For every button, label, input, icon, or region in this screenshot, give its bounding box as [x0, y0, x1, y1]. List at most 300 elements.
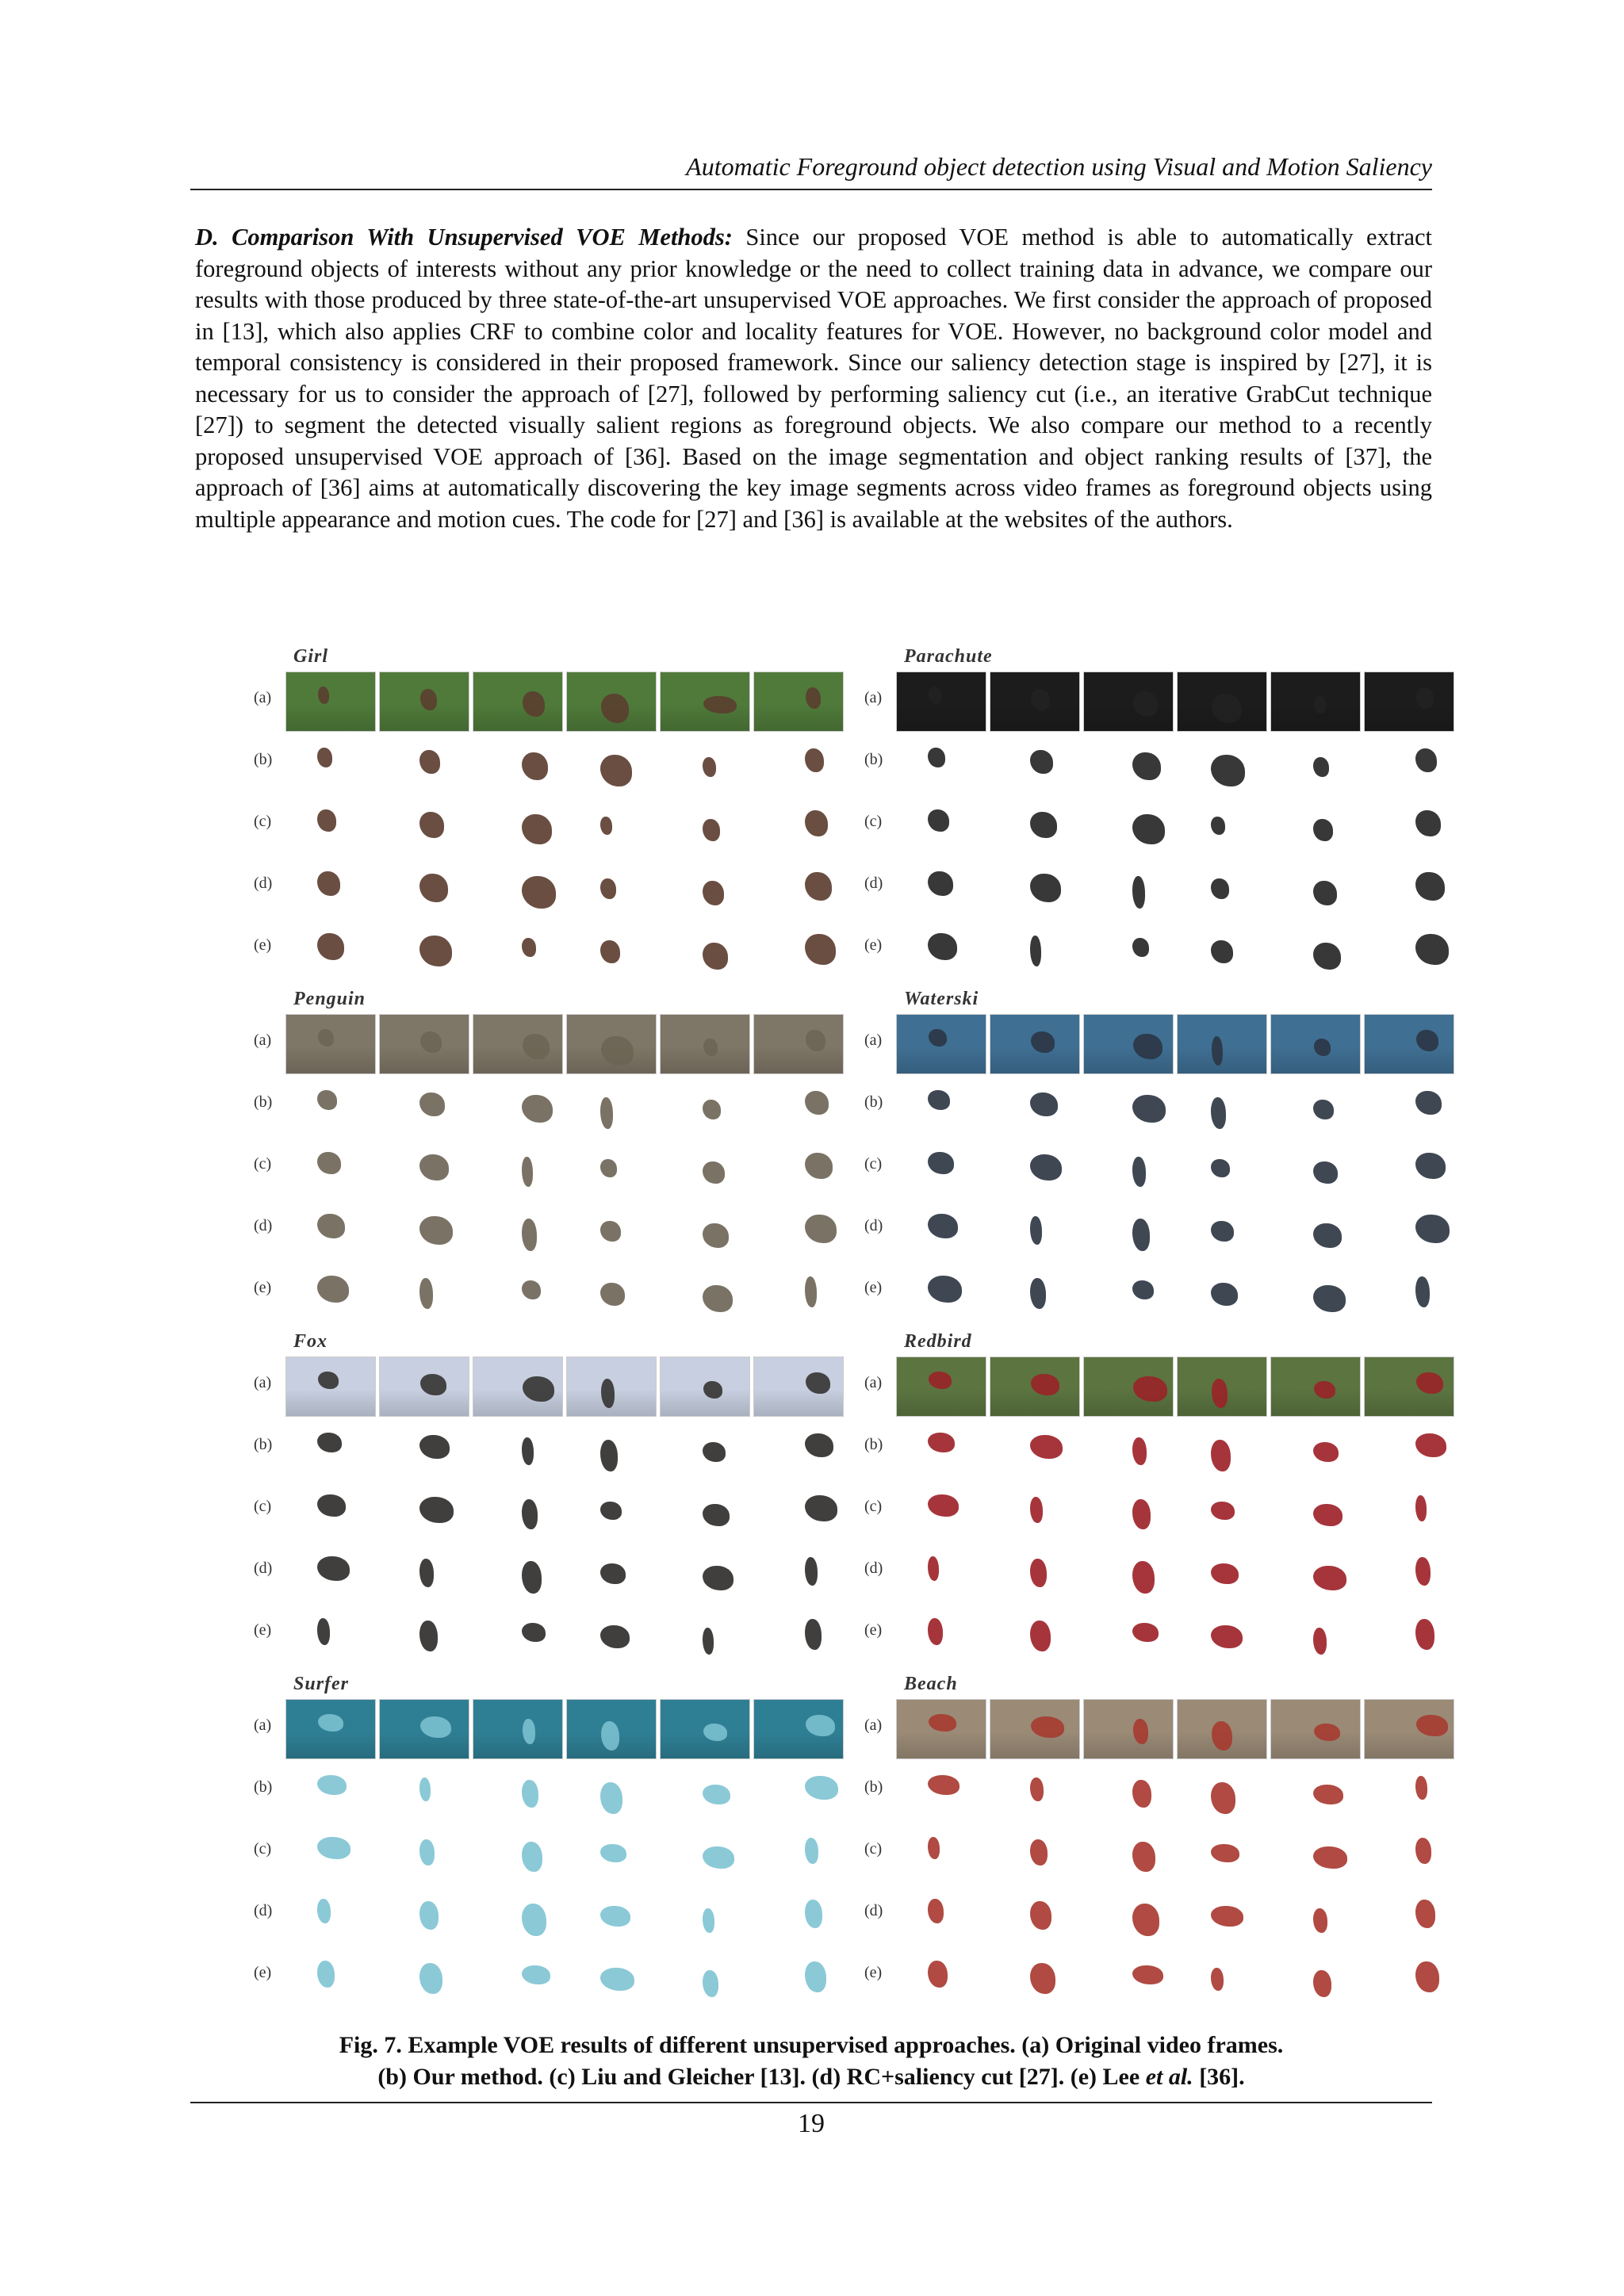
object-silhouette	[1132, 1904, 1159, 1936]
segmentation-result	[1270, 1604, 1359, 1663]
row-label: (d)	[864, 1559, 883, 1577]
object-silhouette	[1132, 814, 1165, 844]
object-silhouette	[419, 874, 448, 902]
segmentation-result	[1364, 795, 1453, 854]
row-label: (a)	[864, 1374, 883, 1391]
segmentation-result	[1270, 1480, 1359, 1539]
object-silhouette	[1211, 1283, 1238, 1306]
segmentation-result	[285, 1946, 374, 2005]
object-silhouette	[1314, 1039, 1331, 1056]
segmentation-result	[990, 1138, 1078, 1196]
video-frame	[1177, 672, 1267, 732]
segmentation-result	[379, 1076, 468, 1135]
figure-7	[238, 646, 1459, 2018]
header-rule	[190, 189, 1432, 190]
object-silhouette	[420, 1716, 451, 1738]
segmentation-result	[566, 1480, 655, 1539]
segmentation-result	[753, 1823, 842, 1881]
object-silhouette	[523, 1034, 550, 1059]
object-silhouette	[1313, 881, 1337, 905]
object-silhouette	[1314, 1381, 1335, 1399]
segmentation-result	[285, 1261, 374, 1320]
segmentation-result	[753, 1604, 842, 1663]
object-silhouette	[1132, 1095, 1166, 1123]
object-silhouette	[928, 809, 949, 832]
segmentation-result	[566, 795, 655, 854]
segmentation-result	[753, 1761, 842, 1820]
object-silhouette	[522, 876, 556, 909]
object-silhouette	[523, 1376, 554, 1402]
result-row	[238, 1260, 848, 1320]
segmentation-result	[1364, 1076, 1453, 1135]
video-frame	[896, 1357, 986, 1417]
object-silhouette	[805, 748, 824, 772]
segmentation-result	[473, 1480, 561, 1539]
object-silhouette	[929, 1029, 947, 1047]
segmentation-result	[896, 1761, 985, 1820]
result-row	[238, 1697, 848, 1758]
video-frame	[1364, 1357, 1454, 1417]
row-label: (b)	[864, 1436, 883, 1453]
object-silhouette	[317, 933, 344, 960]
segmentation-result	[1177, 1200, 1266, 1258]
object-silhouette	[1212, 1721, 1232, 1751]
segmentation-result	[660, 1542, 749, 1601]
video-frame	[566, 1699, 657, 1759]
object-silhouette	[1313, 1566, 1346, 1590]
segmentation-result	[753, 919, 842, 978]
object-silhouette	[419, 1901, 439, 1930]
video-frame	[473, 1014, 563, 1074]
object-silhouette	[522, 752, 548, 780]
segmentation-result	[379, 1418, 468, 1477]
row-label: (a)	[254, 1716, 272, 1734]
object-silhouette	[1030, 874, 1061, 902]
object-silhouette	[522, 1623, 546, 1642]
object-silhouette	[1313, 819, 1333, 841]
object-silhouette	[1211, 878, 1229, 899]
object-silhouette	[1030, 1093, 1058, 1116]
object-silhouette	[522, 1280, 541, 1299]
segmentation-result	[473, 1946, 561, 2005]
segmentation-result	[990, 1761, 1078, 1820]
segmentation-result	[473, 1885, 561, 1943]
panel-title: Waterski	[904, 989, 979, 1009]
row-label: (e)	[254, 1279, 272, 1296]
segmentation-result	[1364, 1946, 1453, 2005]
object-silhouette	[1031, 1374, 1059, 1395]
segmentation-result	[473, 1076, 561, 1135]
segmentation-result	[379, 1480, 468, 1539]
object-silhouette	[1211, 1097, 1226, 1129]
object-silhouette	[703, 696, 737, 714]
segmentation-result	[1177, 919, 1266, 978]
object-silhouette	[703, 1566, 733, 1590]
result-row	[238, 1759, 848, 1820]
video-frame	[660, 1699, 750, 1759]
segmentation-result	[566, 1604, 655, 1663]
object-silhouette	[928, 1837, 940, 1859]
object-silhouette	[703, 1161, 725, 1184]
segmentation-result	[990, 919, 1078, 978]
video-frame	[1270, 672, 1361, 732]
segmentation-result	[1083, 1823, 1172, 1881]
figure-panel-fox	[238, 1331, 848, 1674]
video-frame	[1177, 1357, 1267, 1417]
result-row	[848, 1074, 1459, 1135]
object-silhouette	[1313, 757, 1329, 777]
segmentation-result	[285, 733, 374, 792]
video-frame	[990, 672, 1080, 732]
object-silhouette	[1415, 1776, 1427, 1800]
row-label: (d)	[254, 1902, 273, 1919]
panel-title: Beach	[904, 1674, 958, 1694]
result-row	[848, 1697, 1459, 1758]
object-silhouette	[806, 1372, 830, 1394]
segmentation-result	[285, 1138, 374, 1196]
object-silhouette	[1313, 1628, 1327, 1655]
object-silhouette	[1211, 1968, 1224, 1991]
object-silhouette	[419, 750, 440, 774]
row-label: (e)	[864, 1279, 883, 1296]
video-frame	[473, 672, 563, 732]
figure-panel-redbird	[848, 1331, 1459, 1674]
segmentation-result	[990, 1946, 1078, 2005]
result-row	[238, 1074, 848, 1135]
footer-rule	[190, 2102, 1432, 2103]
row-label: (b)	[254, 751, 273, 768]
object-silhouette	[317, 1090, 337, 1110]
segmentation-result	[660, 1138, 749, 1196]
segmentation-result	[1364, 1200, 1453, 1258]
object-silhouette	[317, 1494, 346, 1517]
segmentation-result	[990, 1823, 1078, 1881]
object-silhouette	[318, 1029, 334, 1047]
object-silhouette	[1030, 936, 1041, 966]
object-silhouette	[1030, 1963, 1055, 1994]
result-row	[848, 1821, 1459, 1881]
object-silhouette	[522, 1095, 553, 1123]
body-paragraph	[195, 222, 1432, 535]
object-silhouette	[805, 1557, 818, 1586]
segmentation-result	[660, 1604, 749, 1663]
panel-title: Parachute	[904, 646, 993, 667]
segmentation-result	[285, 1761, 374, 1820]
object-silhouette	[1030, 1901, 1051, 1930]
object-silhouette	[317, 1556, 350, 1581]
segmentation-result	[1270, 1076, 1359, 1135]
segmentation-result	[990, 733, 1078, 792]
segmentation-result	[1364, 1542, 1453, 1601]
segmentation-result	[473, 1604, 561, 1663]
video-frame	[1083, 1014, 1174, 1074]
segmentation-result	[1177, 1885, 1266, 1943]
object-silhouette	[1415, 1153, 1446, 1179]
segmentation-result	[660, 733, 749, 792]
object-silhouette	[703, 1970, 718, 1997]
panel-title: Penguin	[293, 989, 366, 1009]
segmentation-result	[473, 1418, 561, 1477]
segmentation-result	[990, 1076, 1078, 1135]
segmentation-result	[379, 1823, 468, 1881]
object-silhouette	[419, 1435, 450, 1459]
segmentation-result	[285, 1076, 374, 1135]
result-row	[238, 1945, 848, 2005]
row-label: (b)	[254, 1436, 273, 1453]
segmentation-result	[896, 1200, 985, 1258]
segmentation-result	[566, 1885, 655, 1943]
object-silhouette	[318, 1372, 339, 1389]
segmentation-result	[285, 1604, 374, 1663]
object-silhouette	[419, 1621, 438, 1651]
object-silhouette	[522, 1561, 542, 1594]
result-row	[238, 1417, 848, 1477]
object-silhouette	[1132, 1219, 1150, 1251]
segmentation-result	[473, 1138, 561, 1196]
result-row	[848, 732, 1459, 792]
object-silhouette	[317, 1775, 347, 1795]
segmentation-result	[379, 1885, 468, 1943]
object-silhouette	[317, 1961, 335, 1988]
object-silhouette	[1212, 1036, 1223, 1066]
segmentation-result	[1083, 1761, 1172, 1820]
object-silhouette	[703, 1785, 730, 1804]
result-row	[238, 732, 848, 792]
object-silhouette	[1030, 1216, 1042, 1245]
segmentation-result	[753, 1200, 842, 1258]
segmentation-result	[660, 1200, 749, 1258]
segmentation-result	[1083, 919, 1172, 978]
object-silhouette	[420, 689, 437, 710]
object-silhouette	[1416, 1030, 1438, 1051]
object-silhouette	[1211, 1440, 1231, 1471]
segmentation-result	[896, 795, 985, 854]
segmentation-result	[1177, 1823, 1266, 1881]
segmentation-result	[1364, 919, 1453, 978]
object-silhouette	[1313, 1161, 1338, 1184]
object-silhouette	[928, 1214, 958, 1238]
video-frame	[896, 1014, 986, 1074]
object-silhouette	[703, 881, 724, 905]
result-row	[238, 1355, 848, 1415]
segmentation-result	[990, 795, 1078, 854]
object-silhouette	[317, 1618, 330, 1645]
segmentation-result	[1083, 1542, 1172, 1601]
object-silhouette	[1415, 1276, 1430, 1307]
segmentation-result	[1364, 1261, 1453, 1320]
row-label: (c)	[864, 1155, 883, 1173]
row-label: (e)	[254, 1621, 272, 1639]
object-silhouette	[1030, 750, 1053, 774]
video-frame	[566, 1357, 657, 1417]
object-silhouette	[1133, 691, 1158, 717]
object-silhouette	[805, 810, 828, 836]
result-row	[238, 1198, 848, 1258]
object-silhouette	[1031, 1716, 1064, 1738]
row-label: (d)	[864, 1902, 883, 1919]
segmentation-result	[566, 919, 655, 978]
row-label: (c)	[864, 1840, 883, 1858]
segmentation-result	[990, 1604, 1078, 1663]
segmentation-result	[1083, 1480, 1172, 1539]
row-label: (a)	[864, 689, 883, 706]
object-silhouette	[317, 1152, 341, 1174]
object-silhouette	[1132, 1842, 1155, 1872]
segmentation-result	[285, 1480, 374, 1539]
object-silhouette	[522, 814, 552, 844]
segmentation-result	[473, 1542, 561, 1601]
segmentation-result	[753, 1138, 842, 1196]
object-silhouette	[600, 817, 612, 835]
segmentation-result	[285, 919, 374, 978]
object-silhouette	[600, 1283, 625, 1306]
object-silhouette	[703, 757, 716, 777]
object-silhouette	[928, 1152, 954, 1174]
segmentation-result	[1177, 795, 1266, 854]
object-silhouette	[928, 1090, 950, 1110]
segmentation-result	[379, 1542, 468, 1601]
object-silhouette	[1415, 934, 1449, 965]
segmentation-result	[660, 857, 749, 916]
segmentation-result	[896, 1542, 985, 1601]
result-row	[848, 917, 1459, 978]
segmentation-result	[990, 1885, 1078, 1943]
object-silhouette	[522, 1219, 537, 1251]
object-silhouette	[419, 812, 444, 838]
video-frame	[1083, 672, 1174, 732]
row-label: (e)	[254, 1964, 272, 1981]
object-silhouette	[1211, 1221, 1234, 1242]
segmentation-result	[285, 1200, 374, 1258]
object-silhouette	[1415, 748, 1437, 772]
object-silhouette	[1313, 943, 1341, 970]
segmentation-result	[1270, 919, 1359, 978]
object-silhouette	[1415, 872, 1445, 901]
segmentation-result	[1270, 733, 1359, 792]
object-silhouette	[1211, 1625, 1243, 1648]
segmentation-result	[896, 1138, 985, 1196]
segmentation-result	[1364, 1885, 1453, 1943]
segmentation-result	[379, 1761, 468, 1820]
object-silhouette	[600, 755, 632, 786]
segmentation-result	[379, 857, 468, 916]
object-silhouette	[419, 1497, 454, 1523]
object-silhouette	[1030, 1559, 1047, 1587]
video-frame	[473, 1699, 563, 1759]
segmentation-result	[473, 857, 561, 916]
object-silhouette	[805, 1433, 833, 1457]
segmentation-result	[1177, 857, 1266, 916]
segmentation-result	[896, 857, 985, 916]
result-row	[238, 1540, 848, 1601]
object-silhouette	[1416, 1372, 1443, 1394]
object-silhouette	[805, 1091, 829, 1115]
segmentation-result	[1364, 1138, 1453, 1196]
segmentation-result	[660, 1261, 749, 1320]
segmentation-result	[1270, 1823, 1359, 1881]
object-silhouette	[1132, 876, 1145, 909]
object-silhouette	[1132, 1280, 1154, 1299]
row-label: (d)	[254, 1217, 273, 1234]
object-silhouette	[317, 1837, 350, 1859]
object-silhouette	[1211, 1502, 1235, 1520]
object-silhouette	[1132, 1157, 1146, 1187]
object-silhouette	[805, 1276, 817, 1307]
result-row	[848, 1012, 1459, 1073]
object-silhouette	[1132, 1965, 1163, 1984]
figure-panel-girl	[238, 646, 848, 989]
object-silhouette	[1211, 755, 1245, 786]
object-silhouette	[1415, 1495, 1427, 1521]
segmentation-result	[660, 1823, 749, 1881]
object-silhouette	[928, 1556, 939, 1581]
segmentation-result	[660, 919, 749, 978]
object-silhouette	[1212, 694, 1242, 723]
object-silhouette	[1211, 1159, 1230, 1177]
object-silhouette	[805, 1215, 837, 1243]
video-frame	[990, 1014, 1080, 1074]
segmentation-result	[379, 795, 468, 854]
object-silhouette	[1313, 1846, 1347, 1869]
result-row	[848, 1417, 1459, 1477]
segmentation-result	[1270, 1542, 1359, 1601]
row-label: (e)	[864, 1964, 883, 1981]
object-silhouette	[317, 1899, 331, 1923]
object-silhouette	[928, 1433, 955, 1452]
segmentation-result	[379, 1200, 468, 1258]
segmentation-result	[896, 1604, 985, 1663]
object-silhouette	[703, 1442, 726, 1462]
segmentation-result	[1270, 1946, 1359, 2005]
object-silhouette	[600, 1221, 621, 1242]
object-silhouette	[1211, 1563, 1239, 1584]
object-silhouette	[805, 934, 836, 965]
object-silhouette	[703, 1285, 733, 1312]
segmentation-result	[473, 795, 561, 854]
segmentation-result	[753, 795, 842, 854]
result-row	[848, 855, 1459, 916]
object-silhouette	[522, 938, 536, 957]
video-frame	[660, 672, 750, 732]
segmentation-result	[896, 733, 985, 792]
object-silhouette	[523, 1719, 535, 1744]
video-frame	[896, 672, 986, 732]
object-silhouette	[600, 878, 616, 899]
object-silhouette	[317, 871, 340, 896]
row-label: (d)	[864, 874, 883, 892]
object-silhouette	[928, 871, 953, 896]
result-row	[848, 1479, 1459, 1539]
object-silhouette	[1132, 1437, 1147, 1465]
segmentation-result	[1364, 1604, 1453, 1663]
object-silhouette	[522, 1437, 534, 1465]
object-silhouette	[1133, 1376, 1167, 1402]
segmentation-result	[566, 1946, 655, 2005]
result-row	[848, 1945, 1459, 2005]
video-frame	[1083, 1357, 1174, 1417]
row-label: (e)	[864, 936, 883, 954]
object-silhouette	[317, 748, 332, 767]
video-frame	[753, 1014, 844, 1074]
segmentation-result	[1177, 1138, 1266, 1196]
segmentation-result	[896, 1480, 985, 1539]
row-label: (b)	[254, 1093, 273, 1111]
result-row	[848, 1136, 1459, 1196]
video-frame	[1177, 1699, 1267, 1759]
object-silhouette	[928, 1775, 959, 1795]
segmentation-result	[285, 795, 374, 854]
segmentation-result	[1177, 1418, 1266, 1477]
